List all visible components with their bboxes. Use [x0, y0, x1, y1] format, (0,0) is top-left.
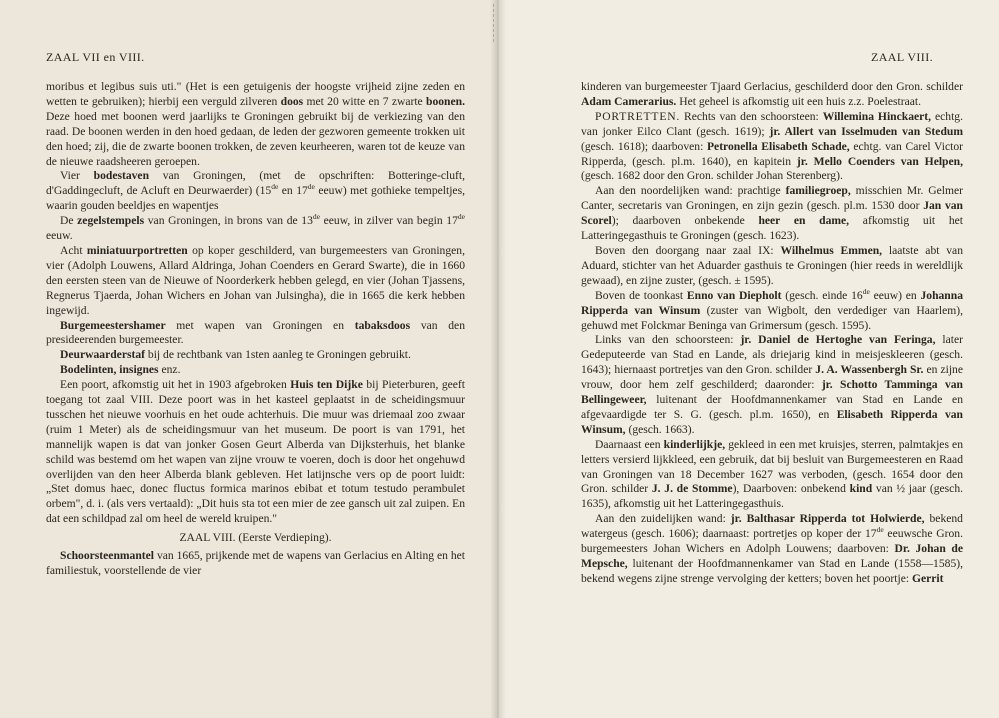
text-run: en zijne vrouw, door hem zelf geschilderd; daaronder:	[581, 363, 963, 392]
paragraph	[581, 512, 963, 587]
emphasized-term: boonen.	[426, 94, 465, 108]
section-heading	[46, 531, 465, 546]
paragraph	[46, 363, 465, 378]
emphasized-term: Enno van Diepholt	[686, 288, 782, 302]
paragraph	[46, 549, 465, 579]
text-run: enz.	[158, 363, 181, 377]
emphasized-term: jr. Daniel de Hertoghe van Feringa,	[740, 333, 936, 347]
text-run: eeuw) met gothieke tempeltjes, waarin gouden beeldjes en wapentjes	[46, 184, 465, 213]
text-run: luitenant der Hoofdmannenkamer van Stad en Lande (1558—1585), bekend wegens zijne strenge vervolging der ketters; boven het poortje:	[581, 557, 963, 585]
emphasized-term: kind	[849, 482, 873, 496]
text-run: (gesch. einde 16	[781, 288, 863, 302]
text-run: gekleed in een met kruisjes, sterren, palmtakjes en letters versierd lijkkleed, een gebruik, dat bij besluit van Burgemeesteren en Raad van Groningen van 18 December 1627 was verboden, (gesch. 1654 door den Gron. schilder	[581, 437, 963, 496]
text-run: ZAAL VIII. (Eerste Verdieping).	[179, 531, 332, 545]
emphasized-term: jr. Balthasar Ripperda tot Holwierde,	[730, 512, 925, 526]
paragraph	[581, 110, 963, 185]
binding-stitch	[493, 4, 499, 42]
paragraph	[581, 333, 963, 437]
text-run: op koper geschilderd, van burgemeesters van Groningen, vier (Adolph Louwens, Allard Aldringa, Johan Coenders en Gerard Swarte), die in 1660 den eersten steen van de Nieuwe of Noorderkerk hebben gelegd, en vier (Johan Tjassens, Regnerus Tjaerda, Johan Wichers en Johan van Julsingha), die in 1665 die kerk hebben ingewijd.	[46, 243, 465, 317]
emphasized-term: Elisabeth Ripperda van Winsum,	[581, 407, 963, 436]
emphasized-term: jr. Allert van Isselmuden van Stedum	[769, 124, 963, 138]
emphasized-term: heer en dame,	[758, 214, 850, 228]
text-run: PORTRETTEN.	[595, 109, 681, 123]
text-run: (gesch. 1618); daarboven:	[581, 139, 707, 153]
text-run: ), Daarboven: onbekend	[732, 482, 850, 496]
text-run: echtg. van Carel Victor Ripperda, (gesch. pl.m. 1640), en kapitein	[581, 139, 963, 168]
paragraph	[46, 348, 465, 363]
paragraph	[46, 169, 465, 214]
emphasized-term: jr. Mello Coenders van Helpen,	[796, 154, 963, 168]
text-run: van den presideerenden burgemeester.	[46, 318, 465, 347]
emphasized-term: kinderlijkje,	[663, 437, 726, 451]
emphasized-term: Wilhelmus Emmen,	[780, 243, 883, 257]
ordinal-suffix: de	[862, 286, 870, 296]
text-run: van 1665, prijkende met de wapens van Gerlacius en Alting en het familiestuk, voorstellende de vier	[46, 549, 465, 577]
paragraph	[581, 286, 963, 334]
text-run: bij de rechtbank van 1sten aanleg te Groningen gebruikt.	[145, 348, 411, 362]
left-page	[0, 0, 498, 718]
text-run: van Groningen, (met de opschriften: Botteringe-cluft, d'Gaddingecluft, de Acluft en Deurwaerder) (15	[46, 169, 466, 198]
left-text-column	[46, 80, 465, 579]
text-run: ); daarboven onbekende	[611, 214, 759, 228]
emphasized-term: Schoorsteenmantel	[60, 549, 155, 563]
running-head-right: ZAAL VIII.	[871, 50, 933, 64]
text-run: (zuster van Wigbolt, den verdediger van Haarlem), gehuwd met Folckmar Beninga van Grimersum (gesch. 1595).	[581, 303, 963, 332]
emphasized-term: J. A. Wassenbergh Sr.	[815, 363, 924, 377]
paragraph	[46, 80, 465, 169]
emphasized-term: jr. Schotto Tamminga van Bellingeweer,	[581, 378, 963, 407]
text-run: eeuw.	[46, 229, 73, 243]
emphasized-term: Deurwaarderstaf	[60, 348, 145, 362]
text-run: afkomstig uit het Latteringegasthuis te Groningen (gesch. 1623).	[581, 214, 964, 243]
ordinal-suffix: de	[312, 212, 320, 222]
paragraph	[46, 214, 465, 244]
ordinal-suffix: de	[307, 182, 315, 192]
paragraph	[581, 244, 963, 289]
text-run: Daarnaast een	[595, 437, 664, 451]
emphasized-term: Gerrit	[911, 571, 944, 585]
ordinal-suffix: de	[457, 212, 465, 222]
paragraph	[46, 378, 465, 527]
right-page	[498, 0, 999, 718]
text-run: bij Pieterburen, geeft toegang tot zaal VIII. Deze poort was in het kasteel geplaatst in de scheidingsmuur tusschen het nieuwe voorhuis en het oude achterhuis. Die muur was driemaal zoo zwaar (ruim 1 Meter) als de scheidingsmuur van het museum. De poort is van 1791, het mannelijk wapen is dat van jonker Gosen Geurt Alberda van Dijksterhuis, het blanke schild was bestemd om het wapen van zijne vrouw te voeren, doch is door het ongehuwd overlijden van den heer Alberda blank gebleven. Het latijnsche vers op de poort luidt: „Stet domus haec, donec fluctus formica marinos ebibat et totum testudo perambulet orbem", d. i. (als vers vertaald): „Dit huis sta tot een mier de zee gansch uit zal zuipen. En dat een schildpad zal om heel de wereld kruipen."	[46, 378, 465, 526]
text-run: bekend watergeus (gesch. 1606); daarnaast: portretjes op koper der 17	[581, 512, 963, 541]
text-run: laatste abt van Aduard, stichter van het Aduarder gasthuis te Groningen (hier reeds in wereldlijk gewaad), en zijne zuster, (gesch. ± 1595).	[581, 243, 963, 287]
emphasized-term: Dr. Johan de Mepsche,	[581, 542, 963, 570]
emphasized-term: bodestaven	[93, 169, 150, 183]
paragraph	[46, 319, 465, 349]
text-run: van ½ jaar (gesch. 1635), afkomstig uit het Latteringegasthuis.	[581, 482, 964, 511]
text-run: luitenant der Hoofdmannenkamer van Stad en Lande en afgevaardigde ter S. G. (gesch. pl.m. 1650), en	[581, 393, 963, 421]
text-run: kinderen van burgemeester Tjaard Gerlacius, geschilderd door den Gron. schilder	[581, 80, 963, 93]
emphasized-term: tabaksdoos	[354, 318, 411, 332]
text-run: (gesch. 1663).	[625, 422, 695, 436]
emphasized-term: Johanna Ripperda van Winsum	[581, 288, 963, 317]
text-run: De	[60, 214, 78, 228]
text-run: eeuw, in zilver van begin 17	[319, 214, 458, 228]
paragraph	[581, 80, 963, 110]
emphasized-term: J. J. de Stomme	[651, 482, 733, 496]
text-run: Links van den schoorsteen:	[595, 333, 741, 347]
text-run: Aan den noordelijken wand: prachtige	[595, 184, 786, 198]
text-run: echtg. van jonker Eilco Clant (gesch. 1619);	[581, 109, 963, 138]
emphasized-term: doos	[280, 94, 304, 108]
text-run: Deze hoed met boonen werd jaarlijks te Groningen gebruikt bij de verkiezing van den raad. De boonen werden in den hoed gedaan, de leden der gezworen gemeente trokken uit den hoed; zij, die de zwarte boonen trokken, de zeven keurheeren, waren tot de keuze van de nieuwe raadsheeren geroepen.	[46, 109, 465, 168]
book-gutter	[490, 0, 506, 718]
text-run: Vier	[60, 169, 94, 183]
text-run: Rechts van den schoorsteen:	[680, 109, 823, 123]
text-run: Aan den zuidelijken wand:	[595, 512, 731, 526]
emphasized-term: Burgemeestershamer	[60, 318, 166, 332]
text-run: moribus et legibus suis uti." (Het is een getuigenis der hoogste vrijheid zijne zeden en wetten te gebruiken); hierbij een verguld zilveren	[46, 80, 465, 108]
ordinal-suffix: de	[271, 182, 279, 192]
emphasized-term: Adam Camerarius.	[581, 94, 677, 108]
paragraph	[581, 184, 963, 244]
text-run: Een poort, afkomstig uit het in 1903 afgebroken	[60, 378, 291, 392]
text-run: Het geheel is afkomstig uit een huis z.z. Poelestraat.	[676, 94, 922, 108]
right-text-column	[581, 80, 963, 587]
text-run: misschien Mr. Gelmer Canter, secretaris van Groningen, en zijn gezin (gesch. pl.m. 1530 door	[581, 184, 963, 213]
emphasized-term: familiegroep,	[785, 184, 851, 198]
paragraph	[46, 244, 465, 319]
text-run: eeuwsche Gron. burgemeesters Johan Wichers en Adolph Louwens; daarboven:	[581, 527, 963, 556]
running-head-left: ZAAL VII en VIII.	[46, 50, 145, 64]
emphasized-term: Bodelinten, insignes	[60, 363, 159, 377]
text-run: later Gedeputeerde van Stad en Lande, als driejarig kind in meisjeskleeren (gesch. 1643); hiernaast portretjes van den Gron. schilder	[581, 333, 963, 377]
text-run: eeuw) en	[869, 288, 921, 302]
emphasized-term: Jan van Scorel	[581, 199, 963, 228]
text-run: (gesch. 1682 door den Gron. schilder Johan Sterenberg).	[581, 169, 843, 183]
text-run: Boven den doorgang naar zaal IX:	[595, 243, 781, 257]
emphasized-term: miniatuurportretten	[86, 243, 188, 257]
text-run: met wapen van Groningen en	[165, 318, 355, 332]
emphasized-term: Huis ten Dijke	[290, 378, 363, 392]
text-run: Boven de toonkast	[595, 288, 687, 302]
text-run: van Groningen, in brons van de 13	[144, 214, 313, 228]
text-run: Acht	[60, 243, 87, 257]
emphasized-term: Petronella Elisabeth Schade,	[706, 139, 850, 153]
text-run: en 17	[278, 184, 308, 198]
ordinal-suffix: de	[876, 525, 884, 535]
paragraph	[581, 438, 963, 513]
text-run: met 20 witte en 7 zwarte	[303, 94, 426, 108]
emphasized-term: zegelstempels	[77, 214, 145, 228]
emphasized-term: Willemina Hinckaert,	[822, 109, 932, 123]
